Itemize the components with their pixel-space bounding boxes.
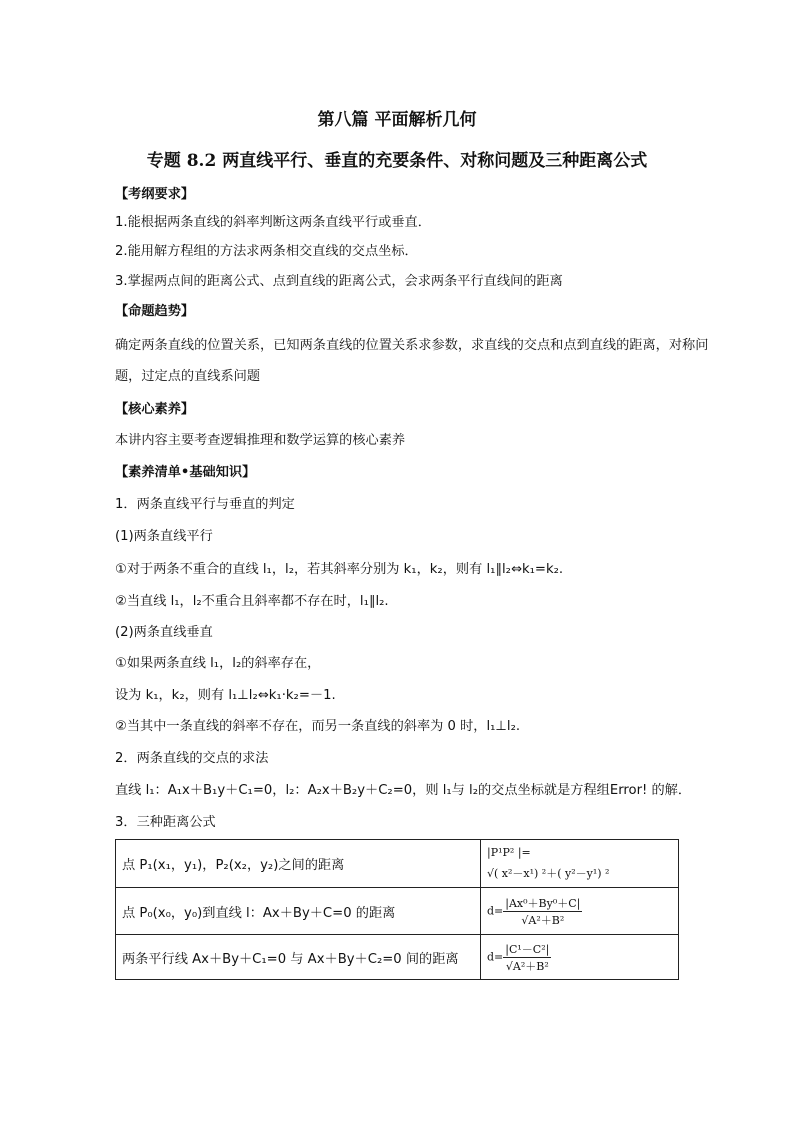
table-row <box>116 840 679 888</box>
chapter-title: 第八篇 平面解析几何 <box>317 110 477 130</box>
formula-fraction <box>503 895 582 928</box>
table-cell-desc: 点 P₀(x₀，y₀)到直线 l：Ax＋By＋C=0 的距离 <box>116 888 481 935</box>
qingdan-heading: 【素养清单•基础知识】 <box>115 465 256 480</box>
formula-fraction <box>503 941 551 974</box>
table-row <box>116 935 679 980</box>
table-cell-desc: 点 P₁(x₁，y₁)，P₂(x₂，y₂)之间的距离 <box>116 840 481 888</box>
table-cell-desc: 两条平行线 Ax＋By＋C₁=0 与 Ax＋By＋C₂=0 间的距离 <box>116 935 481 980</box>
kaogang-item-3: 3.掌握两点间的距离公式、点到直线的距离公式，会求两条平行直线间的距离 <box>115 274 563 289</box>
qushi-heading: 【命题趋势】 <box>115 304 195 319</box>
suyang-text: 本讲内容主要考查逻辑推理和数学运算的核心素养 <box>115 433 406 448</box>
formula-prefix: d= <box>487 904 504 917</box>
topic-title: 专题 8.2 两直线平行、垂直的充要条件、对称问题及三种距离公式 <box>146 151 648 171</box>
parallel-rule-2: ②当直线 l₁，l₂不重合且斜率都不存在时，l₁∥l₂. <box>115 594 389 609</box>
suyang-heading: 【核心素养】 <box>115 402 195 417</box>
kaogang-item-1: 1.能根据两条直线的斜率判断这两条直线平行或垂直． <box>115 215 431 230</box>
table-cell-formula <box>481 888 679 935</box>
formula-numerator: |Ax⁰＋By⁰＋C| <box>505 896 581 910</box>
perpendicular-rule-1: ①如果两条直线 l₁，l₂的斜率存在， <box>115 656 321 671</box>
perpendicular-rule-2: ②当其中一条直线的斜率不存在，而另一条直线的斜率为 0 时，l₁⊥l₂. <box>115 719 521 734</box>
formula-line-a: |P¹P² |= <box>487 846 531 859</box>
intersection-text: 直线 l₁：A₁x＋B₁y＋C₁=0，l₂：A₂x＋B₂y＋C₂=0，则 l₁与 l₂的交点坐标就是方程组Error! 的解． <box>115 783 692 798</box>
qushi-text: 确定两条直线的位置关系，已知两条直线的位置关系求参数，求直线的交点和点到直线的距离，对称问题，过定点的直线系问题 <box>115 338 709 384</box>
section-1-1-heading: (1)两条直线平行 <box>115 529 213 544</box>
formula-prefix: d= <box>487 950 504 963</box>
table-cell-formula <box>481 840 679 888</box>
parallel-rule-1: ①对于两条不重合的直线 l₁，l₂，若其斜率分别为 k₁，k₂，则有 l₁∥l₂⇔k₁=k₂. <box>115 562 564 577</box>
section-3-heading: 3．三种距离公式 <box>115 815 216 830</box>
perpendicular-rule-1b: 设为 k₁，k₂，则有 l₁⊥l₂⇔k₁·k₂=－1. <box>115 688 336 703</box>
table-row <box>116 888 679 935</box>
section-1-2-heading: (2)两条直线垂直 <box>115 625 213 640</box>
formula-denominator: √A²＋B² <box>505 959 549 973</box>
kaogang-heading: 【考纲要求】 <box>115 187 195 202</box>
formula-line-b: √( x²－x¹) ²＋( y²－y¹) ² <box>487 867 610 880</box>
kaogang-item-2: 2.能用解方程组的方法求两条相交直线的交点坐标． <box>115 244 418 259</box>
section-1-heading: 1．两条直线平行与垂直的判定 <box>115 497 295 512</box>
distance-formula-table <box>115 839 679 980</box>
formula-numerator: |C¹－C²| <box>505 942 550 956</box>
section-2-heading: 2．两条直线的交点的求法 <box>115 751 269 766</box>
formula-denominator: √A²＋B² <box>521 913 565 927</box>
table-cell-formula <box>481 935 679 980</box>
